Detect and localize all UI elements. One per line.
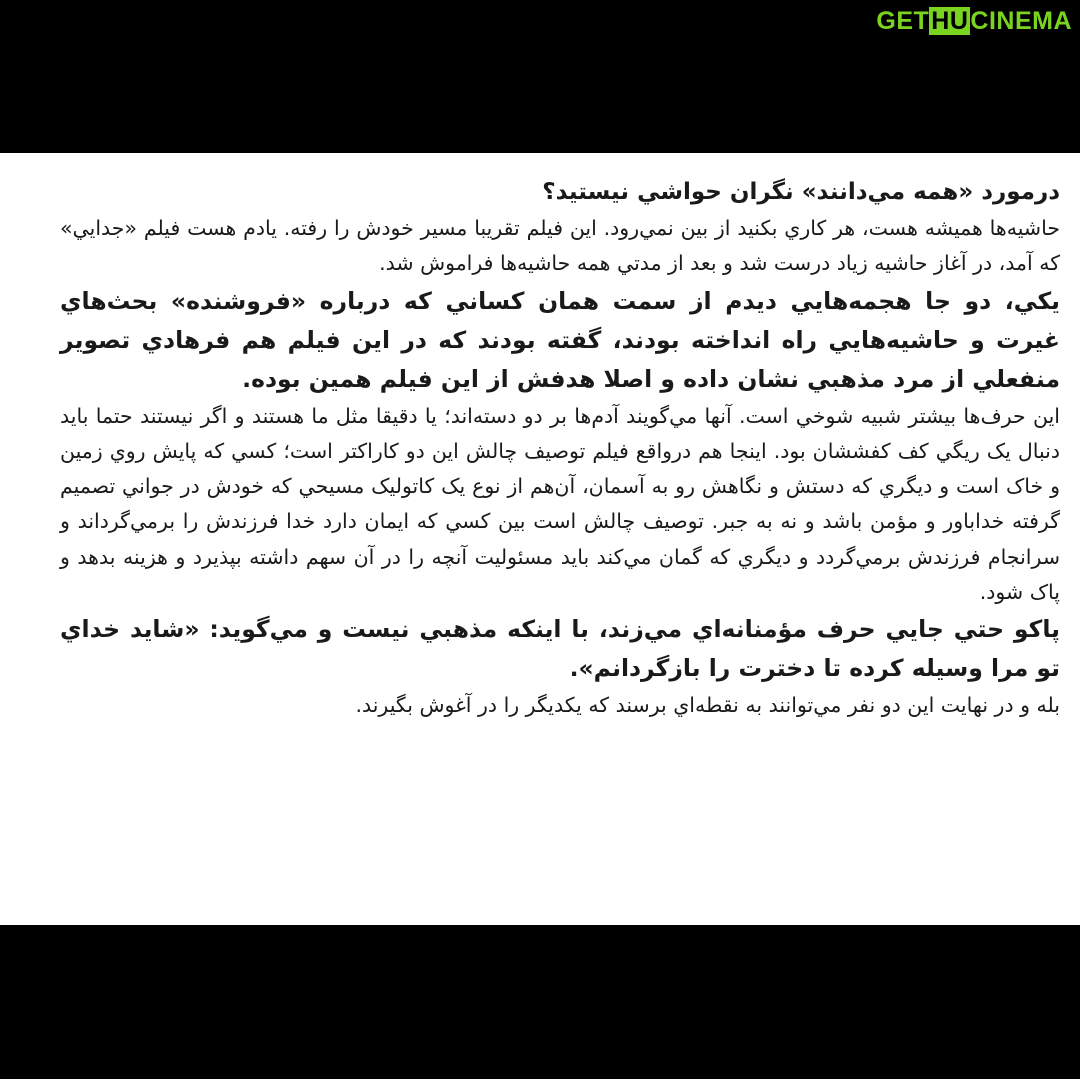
interview-text <box>60 173 1060 724</box>
question-heading: درمورد «همه مي‌دانند» نگران حواشي نيستيد؟ <box>542 179 1060 205</box>
answer-paragraph-1: حاشيه‌ها هميشه هست، هر كاري بكنيد از بين نمي‌رود. اين فيلم تقريبا مسير خودش را رفته. يادم هست فيلم «جدايي» كه آمد، در آغاز حاشيه زياد درست شد و بعد از مدتي همه حاشيه‌ها فراموش شد. <box>60 216 1060 276</box>
answer-paragraph-2: اين حرف‌ها بيشتر شبيه شوخي است. آنها مي‌گويند آدم‌ها بر دو دسته‌اند؛ يا دقيقا مثل ما هستند و اگر نيستند حتما بايد دنبال يک ريگي كف كفششان بود. اينجا هم درواقع فيلم توصيف چالش اين دو كاراكتر است؛ كسي كه پايش روي زمين و خاک است و ديگري كه دستش و نگاهش رو به آسمان، آن‌هم از نوع يک كاتوليک مسيحي كه خودش در جواني تصميم گرفته خداباور و مؤمن باشد و نه به جبر. توصيف چالش است بين كسي كه ايمان دارد خدا فرزندش را برمي‌گرداند و سرانجام فرزندش برمي‌گردد و ديگري كه گمان مي‌كند بايد مسئوليت آنچه را در آن سهم داشته بپذيرد و هزينه بدهد و پاک شود. <box>60 403 1060 605</box>
article-page <box>0 153 1080 925</box>
top-black-band <box>0 0 1080 153</box>
question-paragraph-3: پاكو حتي جايي حرف مؤمنانه‌اي مي‌زند، با اينكه مذهبي نيست و مي‌گويد: «شايد خداي تو مرا وسيله كرده تا دخترت را بازگردانم». <box>60 615 1060 683</box>
gethucinema-logo <box>876 6 1072 36</box>
logo-text-get: GET <box>876 7 930 35</box>
answer-paragraph-3: بله و در نهايت اين دو نفر مي‌توانند به نقطه‌اي برسند كه يكديگر را در آغوش بگيرند. <box>355 693 1060 718</box>
bottom-black-band <box>0 925 1080 1079</box>
logo-text-hu: HU <box>931 7 969 35</box>
question-paragraph-2: يكي، دو جا هجمه‌هايي ديدم از سمت همان كساني كه درباره «فروشنده» بحث‌هاي غيرت و حاشيه‌هايي راه انداخته بودند، گفته بودند كه در اين فيلم هم فرهادي تصوير منفعلي از مرد مذهبي نشان داده و اصلا هدفش از اين فيلم همين بوده. <box>60 286 1060 393</box>
logo-text-cinema: CINEMA <box>970 7 1072 35</box>
